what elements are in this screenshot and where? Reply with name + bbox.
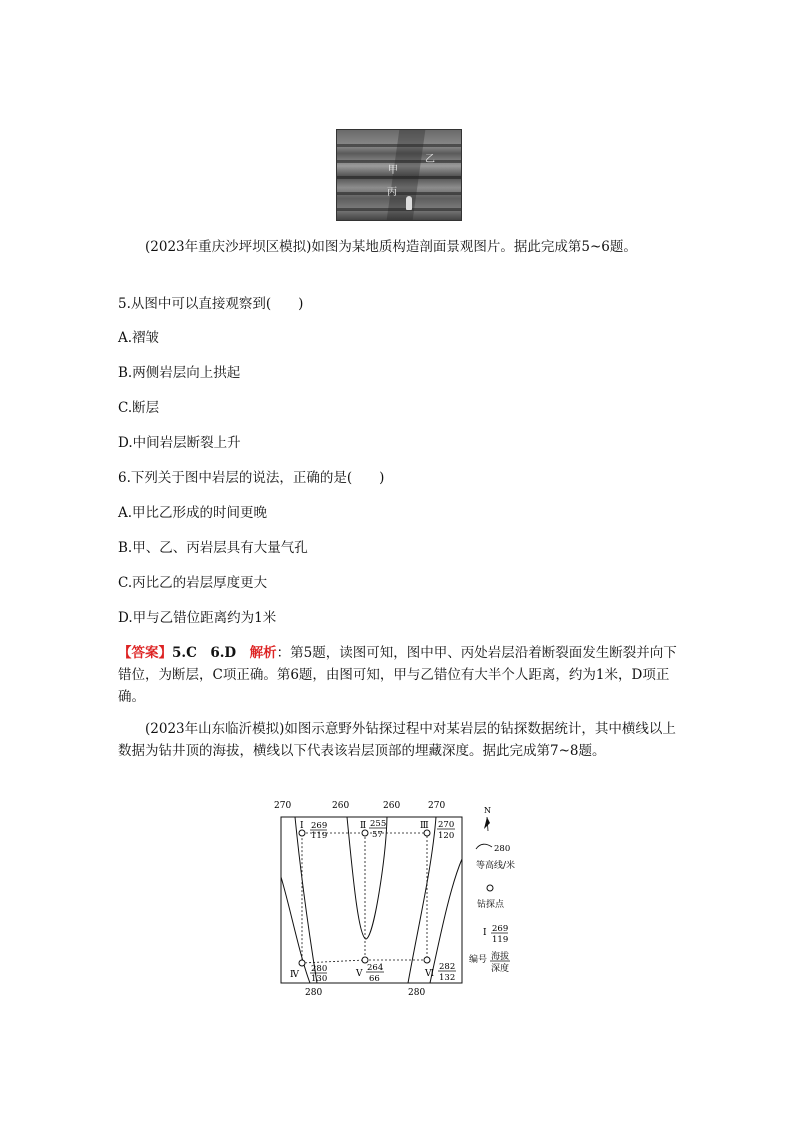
question-6-stem: 6.下列关于图中岩层的说法，正确的是( ) — [118, 470, 385, 486]
drill-point-6 — [424, 957, 430, 963]
north-label: N — [484, 806, 491, 815]
legend-drill-point-icon — [487, 885, 493, 891]
geology-photo — [336, 129, 462, 221]
legend-alt-label: 海拔 — [491, 952, 510, 962]
point-2-id: Ⅱ — [360, 821, 367, 831]
contour-270-right — [408, 817, 436, 983]
legend-contour-label: 等高线/米 — [476, 861, 516, 871]
label-jia: 甲 — [388, 165, 398, 176]
point-5-id: Ⅴ — [356, 969, 363, 979]
point-5-alt: 264 — [367, 963, 384, 973]
point-1-alt: 269 — [311, 821, 328, 831]
legend-contour-value: 280 — [494, 844, 511, 854]
legend-sample-depth: 119 — [492, 935, 509, 945]
drill-point-4 — [299, 960, 305, 966]
contour-270-left — [295, 817, 317, 983]
analysis-tag: 解析 — [249, 645, 277, 661]
intro-paragraph-1: (2023年重庆沙坪坝区模拟)如图为某地质构造剖面景观图片。据此完成第5~6题。 — [145, 239, 637, 255]
point-6-alt: 282 — [439, 962, 456, 972]
label-bing: 丙 — [387, 187, 397, 198]
legend-sample-alt: 269 — [492, 924, 509, 934]
contour-label-270-right: 270 — [428, 801, 446, 811]
point-3-depth: 120 — [438, 831, 455, 841]
answer-value: 5.C 6.D — [172, 645, 237, 661]
question-5-option-a: A.褶皱 — [118, 330, 160, 346]
contour-280-left — [281, 877, 310, 983]
label-yi: 乙 — [425, 154, 435, 165]
legend-sample-id: Ⅰ — [483, 928, 487, 938]
question-5-option-c: C.断层 — [118, 400, 160, 416]
point-3-id: Ⅲ — [420, 821, 429, 831]
legend-drill-label: 钻探点 — [477, 900, 505, 910]
point-4-alt: 280 — [311, 964, 328, 974]
person-figure — [406, 196, 412, 210]
contour-label-270-left: 270 — [274, 801, 292, 811]
drilling-contour-map — [270, 797, 540, 1000]
contour-label-280-right: 280 — [408, 988, 426, 998]
question-6-option-c: C.丙比乙的岩层厚度更大 — [118, 575, 268, 591]
point-4-depth: 130 — [311, 974, 328, 984]
question-5-option-b: B.两侧岩层向上拱起 — [118, 365, 241, 381]
survey-grid-lines — [302, 833, 427, 963]
point-2-depth: 57 — [372, 830, 383, 840]
legend-depth-label: 深度 — [491, 964, 510, 974]
legend-contour-sample — [476, 844, 492, 849]
map-legend — [469, 806, 515, 974]
point-6-id: Ⅵ — [425, 969, 435, 979]
question-6-option-b: B.甲、乙、丙岩层具有大量气孔 — [118, 540, 308, 556]
map-frame — [281, 817, 462, 983]
contour-label-260-left: 260 — [332, 801, 350, 811]
question-6-option-a: A.甲比乙形成的时间更晚 — [118, 505, 268, 521]
point-5-depth: 66 — [369, 974, 380, 984]
answer-tag: 【答案】 — [118, 645, 172, 661]
point-1-id: Ⅰ — [300, 821, 304, 831]
point-2-alt: 255 — [370, 819, 387, 829]
question-6-option-d: D.甲与乙错位距离约为1米 — [118, 610, 277, 626]
point-3-alt: 270 — [438, 820, 455, 830]
contour-label-280-left: 280 — [305, 988, 323, 998]
contour-label-260-right: 260 — [383, 801, 401, 811]
answer-block — [118, 642, 678, 708]
point-1-depth: 119 — [311, 831, 328, 841]
point-6-depth: 132 — [439, 973, 456, 983]
legend-id-label: 编号 — [469, 955, 488, 965]
intro-paragraph-2: (2023年山东临沂模拟)如图示意野外钻探过程中对某岩层的钻探数据统计，其中横线以上数据为钻井顶的海拔，横线以下代表该岩层顶部的埋藏深度。据此完成第7~8题。 — [118, 721, 676, 759]
question-5-option-d: D.中间岩层断裂上升 — [118, 435, 241, 451]
point-4-id: Ⅳ — [290, 970, 299, 980]
question-5-stem: 5.从图中可以直接观察到( ) — [118, 296, 304, 312]
analysis-text: ：第5题，读图可知，图中甲、丙处岩层沿着断裂面发生断裂并向下错位，为断层，C项正确。第6题，由图可知，甲与乙错位有大半个人距离，约为1米，D项正确。 — [118, 645, 677, 705]
